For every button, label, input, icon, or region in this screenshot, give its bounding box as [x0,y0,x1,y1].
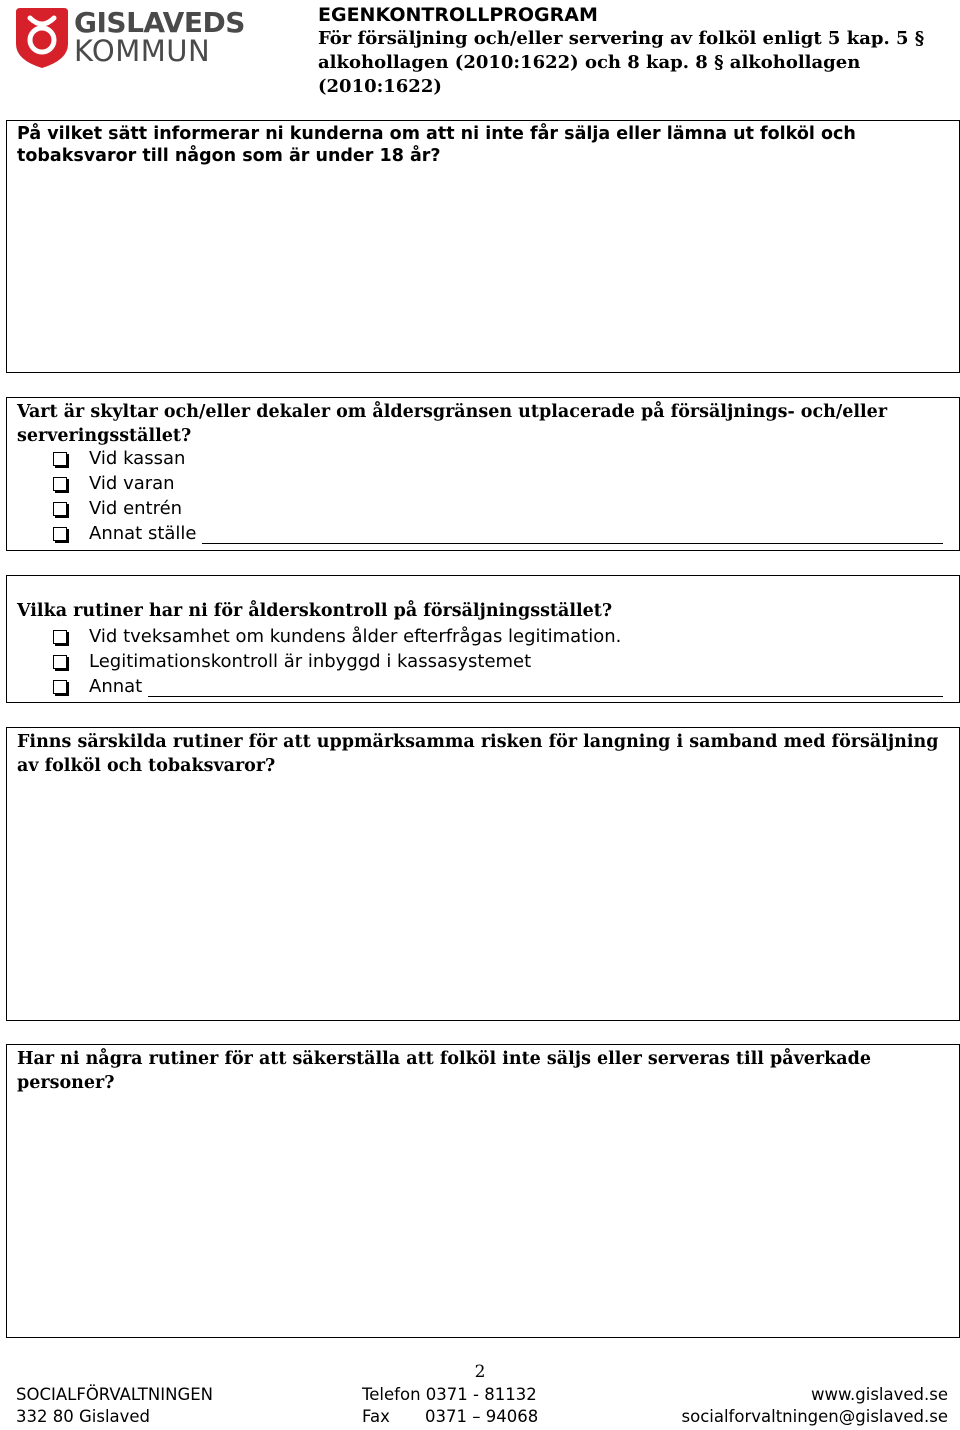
question-box-4[interactable] [6,727,960,1021]
logo-wordmark-top: GISLAVEDS [74,6,245,39]
option-label: Annat ställe [89,523,197,544]
write-in-line[interactable] [148,678,943,697]
option-label: Annat [89,676,143,697]
question-box-5[interactable] [6,1044,960,1338]
question-text-1: På vilket sätt informerar ni kunderna om att ni inte får sälja eller lämna ut folköl och tobaksvaror till någon som är under 18 år? [17,124,856,166]
question-text-5: Har ni några rutiner för att säkerställa att folköl inte säljs eller serveras till påverkade personer? [17,1049,871,1093]
checkbox[interactable] [53,502,67,516]
checkbox[interactable] [53,452,67,466]
option-label: Vid tveksamhet om kundens ålder efterfrågas legitimation. [89,626,622,647]
footer-phone: Telefon 0371 - 81132 [362,1385,537,1404]
document-subtitle: För försäljning och/eller servering av folköl enligt 5 kap. 5 § alkohollagen (2010:1622) och 8 kap. 8 § alkohollagen (2010:1622) [318,28,925,97]
question-box-2 [6,397,960,551]
option-annat-stalle[interactable] [53,522,943,546]
checkbox[interactable] [53,630,67,644]
logo-wordmark-bottom: KOMMUN [74,34,211,68]
question-box-1[interactable] [6,120,960,373]
footer-fax-label: Fax [362,1407,390,1426]
question-text-4: Finns särskilda rutiner för att uppmärksamma risken för langning i samband med försäljning av folköl och tobaksvaror? [17,732,939,776]
gislaved-logo [14,4,254,70]
question-text-2: Vart är skyltar och/eller dekaler om åldersgränsen utplacerade på försäljnings- och/eller serveringsstället? [17,402,888,446]
footer-fax-number: 0371 – 94068 [425,1407,539,1426]
footer-org: SOCIALFÖRVALTNINGEN [16,1385,213,1404]
footer-website-link[interactable]: www.gislaved.se [811,1385,948,1404]
option-label: Legitimationskontroll är inbyggd i kassasystemet [89,651,532,672]
option-annat[interactable] [53,675,943,699]
question-text-3: Vilka rutiner har ni för ålderskontroll på försäljningsstället? [17,601,613,621]
footer-email-link[interactable]: socialforvaltningen@gislaved.se [681,1407,948,1426]
option-vid-kassan[interactable] [53,447,185,471]
option-kassasystem[interactable] [53,650,531,674]
option-label: Vid varan [89,473,175,494]
option-label: Vid kassan [89,448,186,469]
checkbox[interactable] [53,680,67,694]
checkbox[interactable] [53,527,67,541]
option-vid-entren[interactable] [53,497,182,521]
write-in-line[interactable] [202,525,943,544]
option-label: Vid entrén [89,498,183,519]
question-box-3 [6,575,960,703]
footer-address: 332 80 Gislaved [16,1407,151,1426]
checkbox[interactable] [53,655,67,669]
option-vid-varan[interactable] [53,472,175,496]
municipality-emblem-icon [14,4,70,70]
document-title: EGENKONTROLLPROGRAM [318,4,598,26]
option-legitimation-vid-tveksamhet[interactable] [53,625,621,649]
page-number: 2 [474,1362,486,1382]
checkbox[interactable] [53,477,67,491]
